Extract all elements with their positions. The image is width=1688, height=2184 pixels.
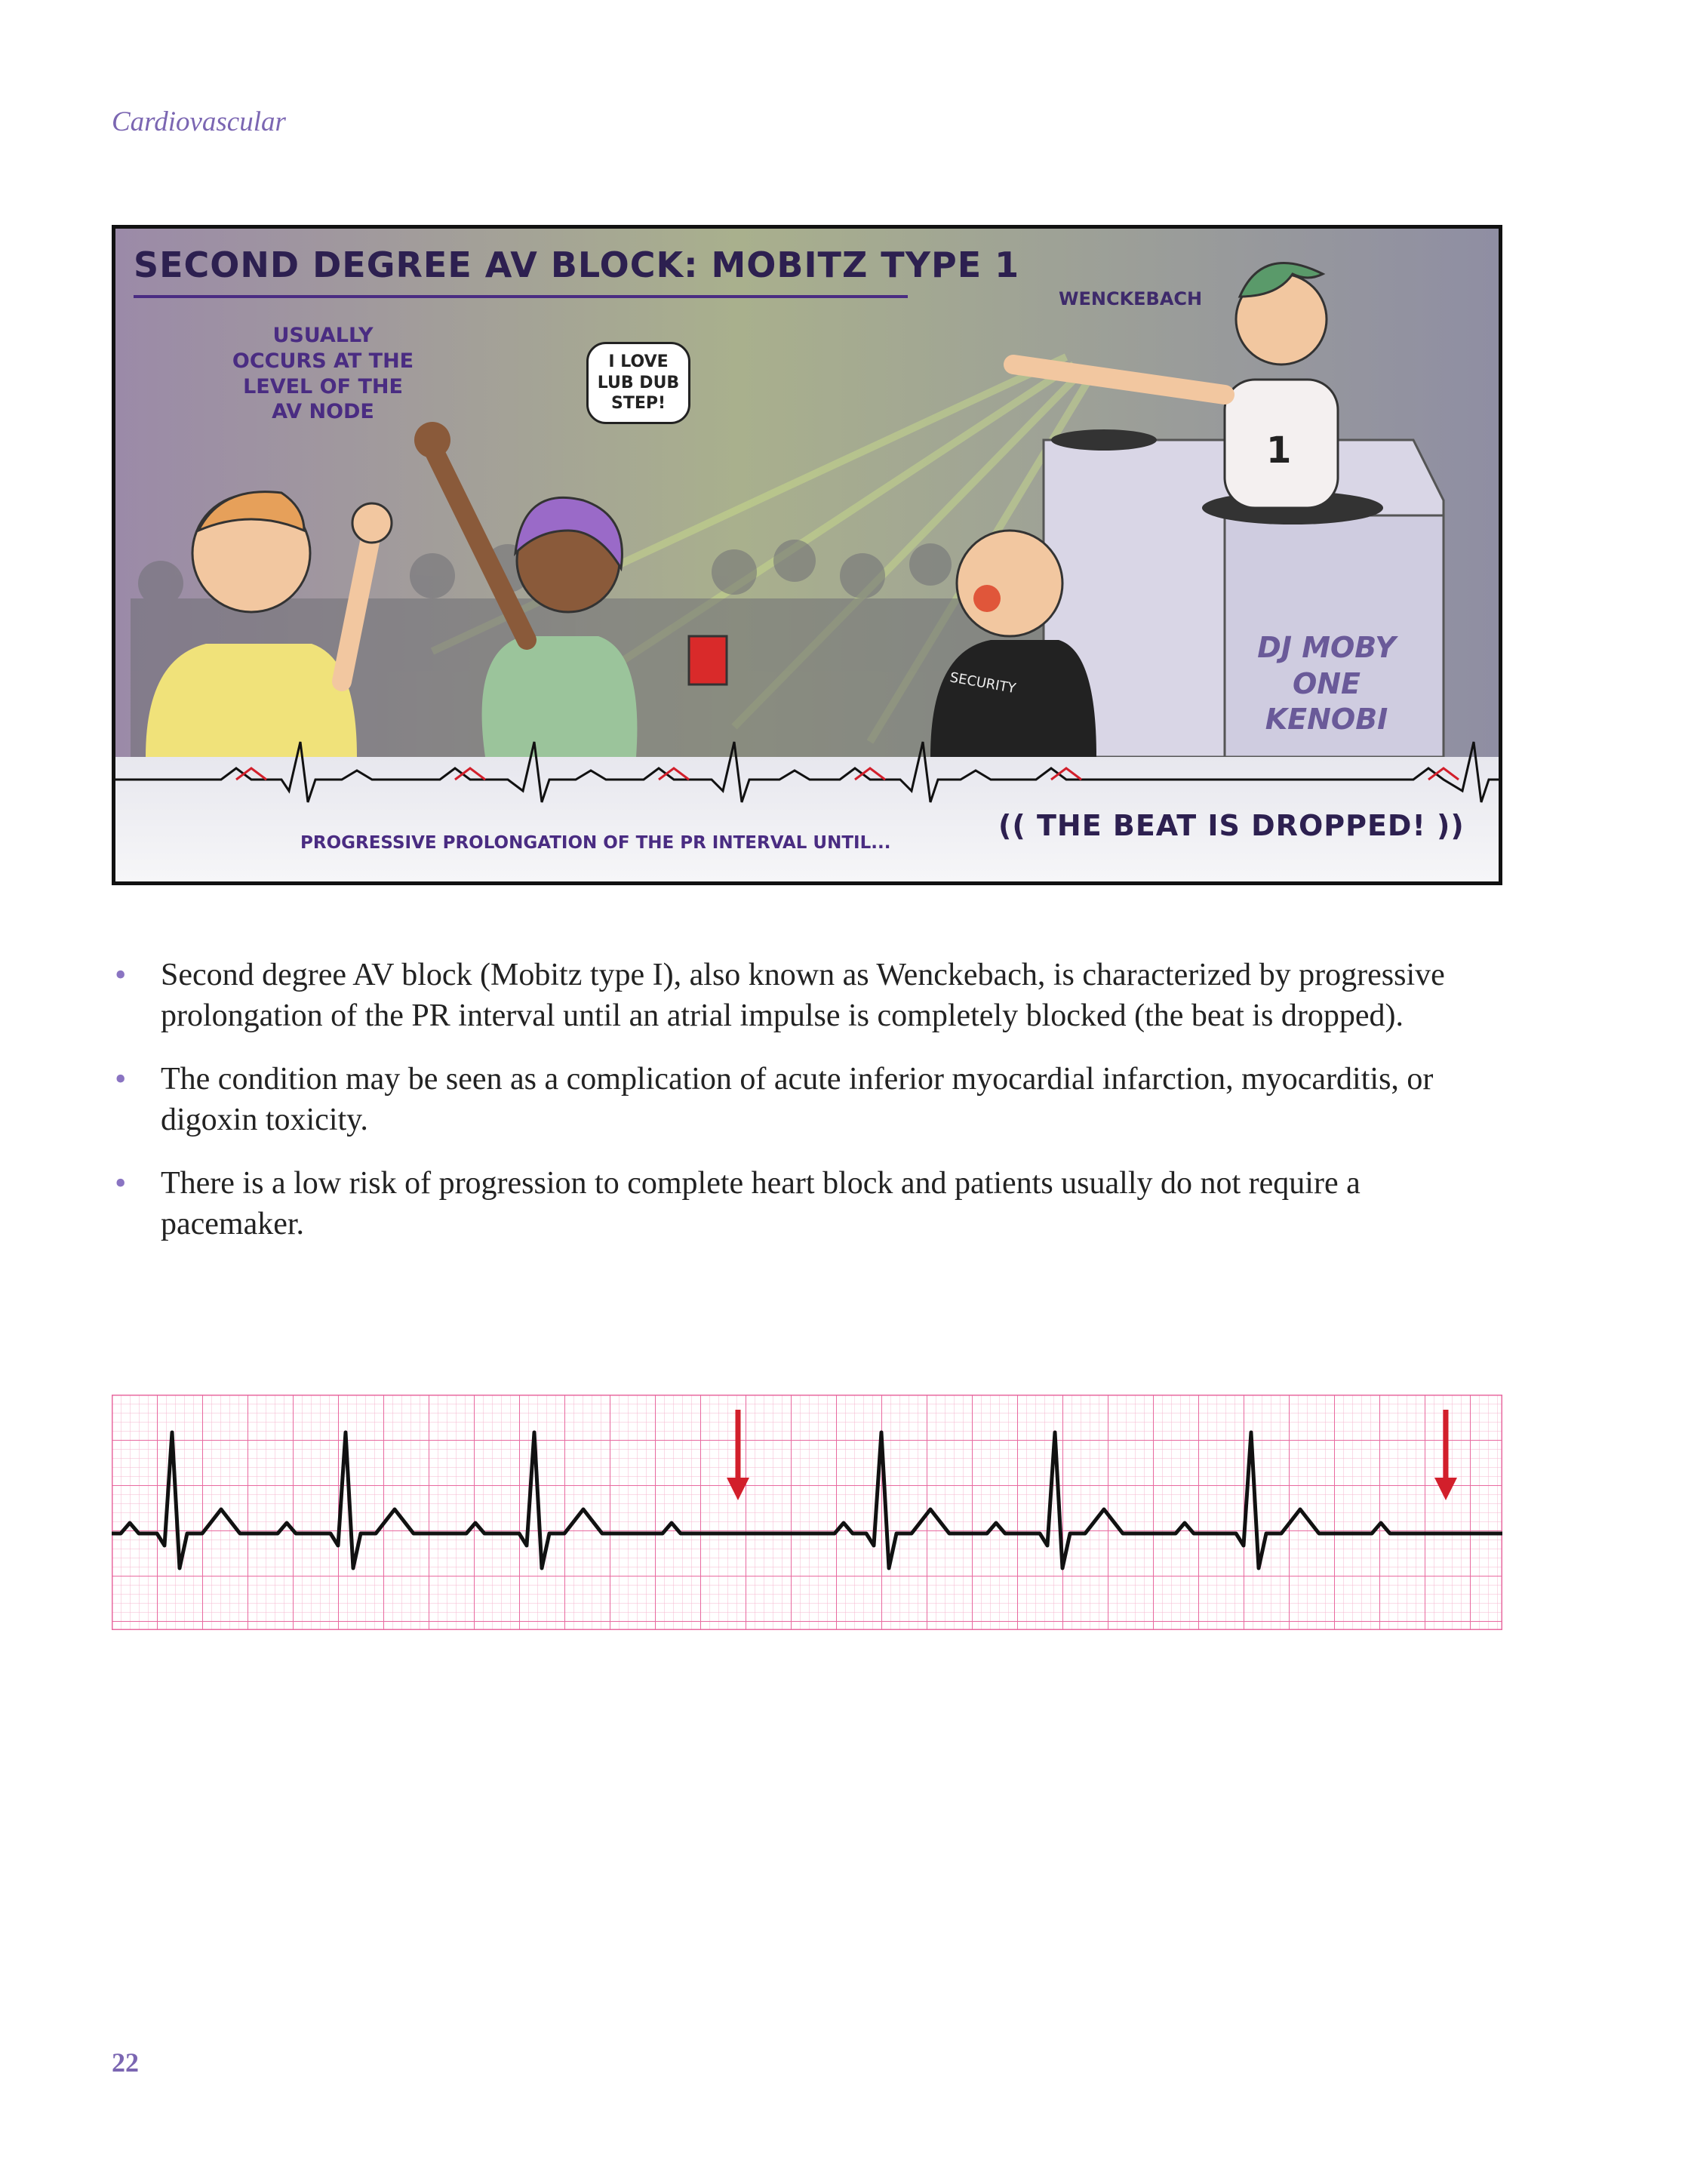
booth-sign: DJ MOBY ONE KENOBI bbox=[1257, 631, 1396, 736]
strip-caption-left: PROGRESSIVE PROLONGATION OF THE PR INTERVAL UNTIL... bbox=[300, 833, 891, 853]
ecg-svg bbox=[112, 1395, 1502, 1630]
bullet-item bbox=[112, 1059, 1493, 1140]
bullet-dot-icon: • bbox=[115, 956, 127, 993]
comic-title: SECOND DEGREE AV BLOCK: MOBITZ TYPE 1 bbox=[134, 245, 1020, 285]
comic-illustration bbox=[112, 225, 1502, 885]
bullet-text: Second degree AV block (Mobitz type I), also known as Wenckebach, is characterized by progressive prolongation of the PR interval until an atrial impulse is completely blocked (the beat is dropped). bbox=[161, 958, 1445, 1033]
shirt-number: 1 bbox=[1266, 429, 1292, 472]
security-shirt-text: SECURITY bbox=[949, 669, 1017, 697]
strip-caption-right: (( THE BEAT IS DROPPED! )) bbox=[998, 809, 1465, 842]
ecg-rhythm-strip bbox=[112, 1395, 1502, 1630]
bullet-item bbox=[112, 1163, 1493, 1244]
speech-bubble: I LOVE LUB DUB STEP! bbox=[586, 342, 690, 424]
bullet-dot-icon: • bbox=[115, 1060, 127, 1097]
bullet-text: The condition may be seen as a complication of acute inferior myocardial infarction, myocarditis, or digoxin toxicity. bbox=[161, 1062, 1434, 1137]
section-header: Cardiovascular bbox=[112, 106, 286, 137]
dj-label: WENCKEBACH bbox=[1059, 288, 1203, 309]
page-number: 22 bbox=[112, 2047, 139, 2078]
bullet-text: There is a low risk of progression to complete heart block and patients usually do not require a pacemaker. bbox=[161, 1166, 1361, 1241]
bullet-dot-icon: • bbox=[115, 1164, 127, 1201]
bullet-list bbox=[112, 955, 1493, 1267]
comic-caption: USUALLY OCCURS AT THE LEVEL OF THE AV NODE bbox=[232, 324, 414, 424]
bullet-item bbox=[112, 955, 1493, 1036]
